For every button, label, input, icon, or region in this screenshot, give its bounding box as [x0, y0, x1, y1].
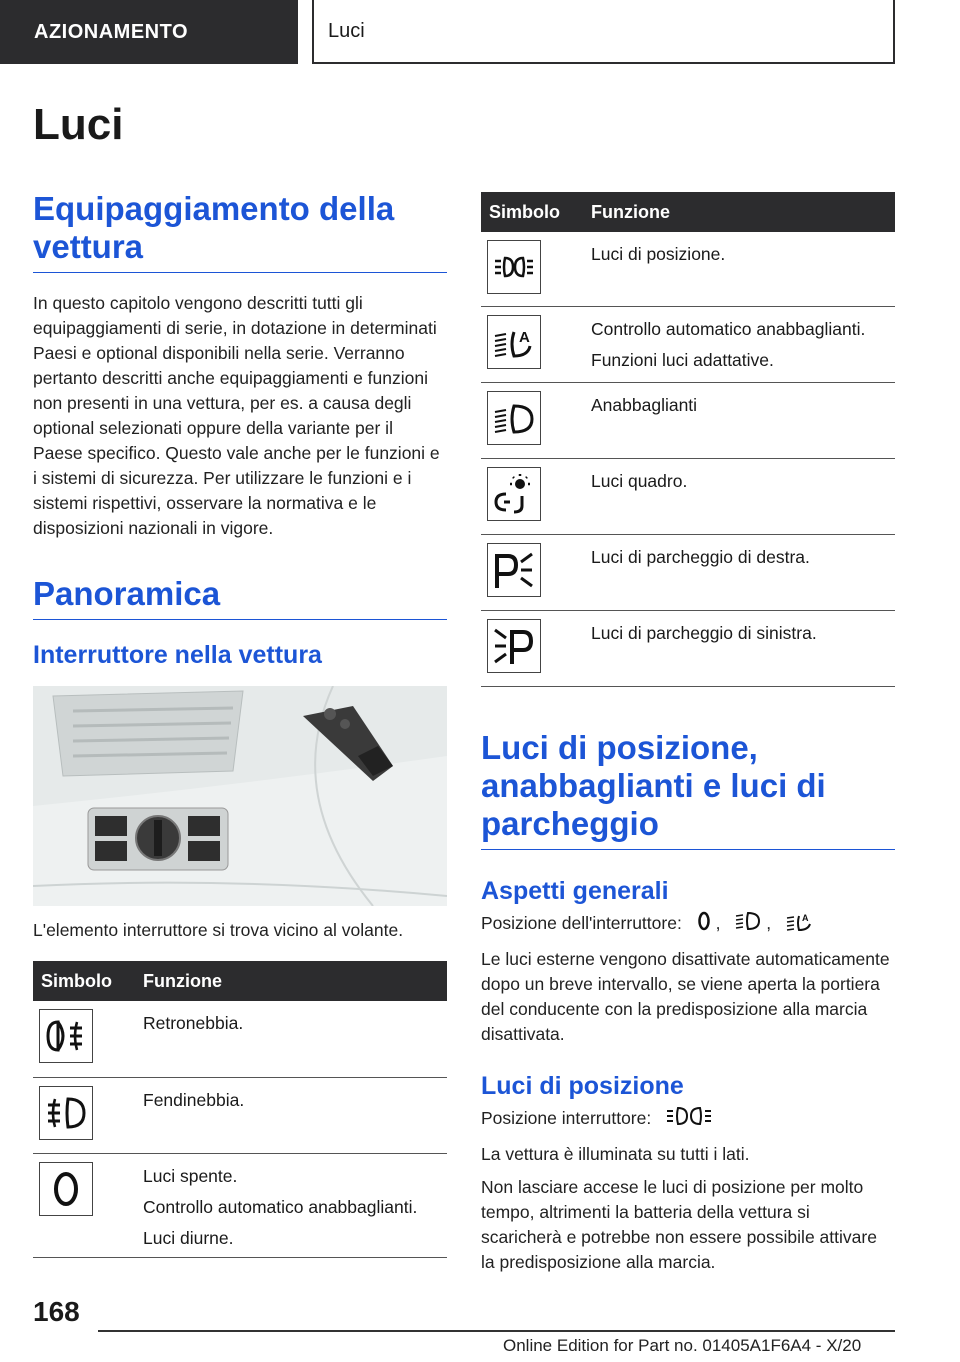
equipment-text: In questo capitolo vengono descritti tutti gli equipaggiamenti di serie, in dotazione in determinati Paesi e optional disponibili nella serie. Verranno pertanto descritti anche equipaggiamenti e funzioni non presenti in una vettura, per es. a causa degli optional selezionati oppure della variante per il Paese specifico. Questo vale anche per le funzioni e i sistemi di sicurezza. Per utilizzare le funzioni e i sistemi rispettivi, osservare la normativa e le disposizioni nazionali in vigore.	[33, 293, 440, 538]
parking-left-text: Luci di parcheggio di sinistra.	[591, 622, 817, 643]
lights-off-icon	[697, 911, 711, 938]
right-column	[481, 192, 895, 1275]
table-row	[481, 610, 895, 686]
low-beam-icon	[735, 910, 761, 939]
switch-photo	[33, 686, 447, 906]
table-row	[33, 1153, 447, 1257]
separator-comma: ,	[715, 912, 721, 933]
auto-low-beam-text: Controllo automatico anabbaglianti.	[591, 318, 866, 339]
col-function-header: Funzione	[143, 961, 447, 1001]
svg-text:A: A	[801, 912, 809, 923]
switch-position-label: Posizione dell'interruttore:	[481, 912, 682, 933]
position-lights-subheading: Luci di posizione	[481, 1071, 684, 1100]
switch-position-label: Posizione interruttore:	[481, 1107, 652, 1128]
auto-headlight-icon	[487, 315, 541, 369]
parking-right-text: Luci di parcheggio di destra.	[591, 546, 810, 567]
footer-edition: Online Edition for Part no. 01405A1F6A4 - X/20	[503, 1336, 862, 1355]
position-lowbeam-parking-heading: Luci di posizione, anabbaglianti e luci di parcheggio	[481, 729, 895, 850]
separator-comma: ,	[766, 912, 772, 933]
front-fog-text: Fendinebbia.	[143, 1089, 245, 1110]
svg-text:A: A	[519, 328, 530, 346]
page-title: Luci	[33, 100, 124, 149]
general-text: Le luci esterne vengono disattivate automaticamente dopo un breve intervallo, se viene aperta la portiera del conducente con la predisposizione alla marcia disattivata.	[481, 948, 890, 1044]
low-beam-text: Anabbaglianti	[591, 394, 698, 415]
lights-off-icon	[39, 1162, 93, 1216]
switch-subheading: Interruttore nella vettura	[33, 641, 322, 669]
col-symbol-header: Simbolo	[481, 192, 591, 232]
parking-light-right-icon	[487, 543, 541, 597]
lights-off-text: Luci spente.	[143, 1165, 238, 1186]
left-column	[33, 190, 447, 1258]
general-switch-positions	[481, 910, 895, 939]
instrument-lighting-text: Luci quadro.	[591, 470, 688, 491]
switch-caption: L'elemento interruttore si trova vicino al volante.	[33, 920, 404, 940]
position-lights-text: Luci di posizione.	[591, 244, 726, 264]
adaptive-lights-text: Funzioni luci adattative.	[591, 349, 774, 370]
daytime-lights-text: Luci diurne.	[143, 1227, 234, 1248]
header-chapter-label: Luci	[312, 0, 895, 64]
low-beam-icon	[487, 391, 541, 445]
parking-light-left-icon	[487, 619, 541, 673]
instrument-lighting-icon	[487, 467, 541, 521]
table-row	[481, 534, 895, 610]
position-lights-text1: La vettura è illuminata su tutti i lati.	[481, 1143, 750, 1164]
position-lights-icon	[666, 1105, 712, 1134]
col-function-header: Funzione	[591, 192, 895, 232]
symbols-table-right	[481, 192, 895, 687]
symbols-table-left	[33, 961, 447, 1258]
table-row	[481, 382, 895, 458]
footer-divider	[98, 1330, 895, 1332]
table-row	[33, 1001, 447, 1077]
table-row	[33, 1077, 447, 1153]
general-subheading: Aspetti generali	[481, 876, 669, 905]
position-switch-line	[481, 1105, 895, 1134]
equipment-heading: Equipaggiamento della vettura	[33, 190, 447, 273]
auto-headlight-icon	[786, 910, 812, 939]
header-section-label: AZIONAMENTO	[0, 0, 298, 64]
auto-low-beam-text: Controllo automatico anabbaglianti.	[143, 1196, 418, 1217]
front-fog-light-icon	[39, 1086, 93, 1140]
overview-heading: Panoramica	[33, 575, 447, 620]
rear-fog-text: Retronebbia.	[143, 1013, 244, 1033]
position-lights-text2: Non lasciare accese le luci di posizione per molto tempo, altrimenti la batteria della vettura si scaricherà e potrebbe non essere possibile attivare la predisposizione alla marcia.	[481, 1176, 877, 1272]
page-number: 168	[33, 1296, 80, 1327]
table-row	[481, 232, 895, 306]
table-row	[481, 306, 895, 382]
table-row	[481, 458, 895, 534]
col-symbol-header: Simbolo	[33, 961, 143, 1001]
rear-fog-light-icon	[39, 1009, 93, 1063]
position-lights-icon	[487, 240, 541, 294]
